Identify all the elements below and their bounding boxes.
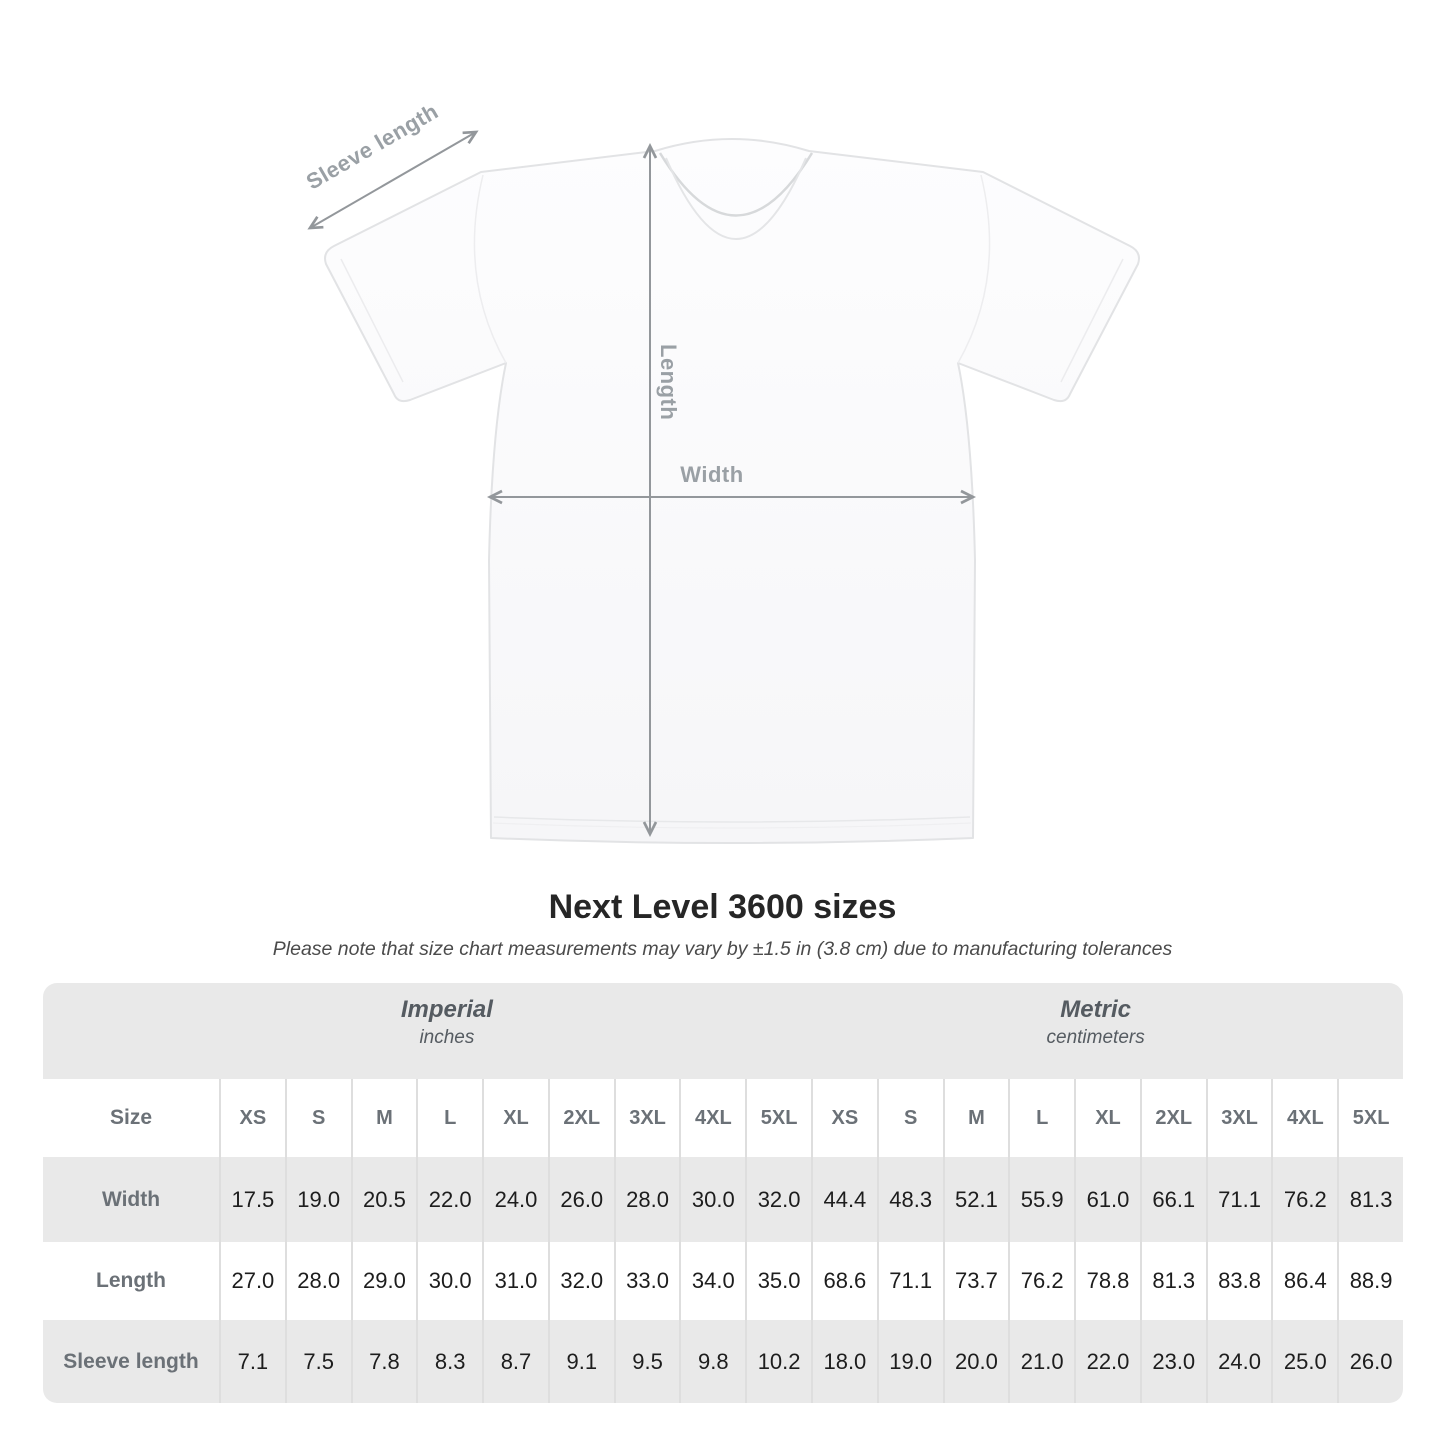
- size-column-header: XL: [1074, 1079, 1140, 1157]
- tshirt-diagram: [250, 80, 1200, 880]
- size-column-header: 2XL: [1140, 1079, 1206, 1157]
- length-label: Length: [656, 344, 681, 421]
- measurement-value: 19.0: [877, 1320, 943, 1403]
- table-header-band: [43, 983, 1403, 1079]
- measurement-value: 33.0: [614, 1242, 680, 1320]
- size-column-header: L: [1008, 1079, 1074, 1157]
- measurement-row: [43, 1242, 1403, 1320]
- row-label: Sleeve length: [63, 1349, 199, 1373]
- measurement-value: 86.4: [1271, 1242, 1337, 1320]
- size-column-header: 3XL: [1206, 1079, 1272, 1157]
- measurement-value: 44.4: [811, 1157, 877, 1242]
- measurement-value: 7.8: [351, 1320, 417, 1403]
- metric-label: Metric: [1060, 996, 1131, 1023]
- measurement-row: [43, 1320, 1403, 1403]
- row-label: Size: [109, 1106, 153, 1129]
- measurement-value: 30.0: [679, 1157, 745, 1242]
- measurement-value: 68.6: [811, 1242, 877, 1320]
- size-column-header: 4XL: [679, 1079, 745, 1157]
- measurement-value: 22.0: [1074, 1320, 1140, 1403]
- size-column-header: XL: [482, 1079, 548, 1157]
- measurement-value: 18.0: [811, 1320, 877, 1403]
- size-column-header: 4XL: [1271, 1079, 1337, 1157]
- measurement-value: 9.5: [614, 1320, 680, 1403]
- measurement-value: 20.0: [943, 1320, 1009, 1403]
- size-column-header: S: [285, 1079, 351, 1157]
- measurement-value: 52.1: [943, 1157, 1009, 1242]
- measurement-value: 9.1: [548, 1320, 614, 1403]
- measurement-value: 27.0: [219, 1242, 285, 1320]
- page-title: Next Level 3600 sizes: [548, 888, 897, 926]
- size-column-header: M: [943, 1079, 1009, 1157]
- measurement-value: 81.3: [1140, 1242, 1206, 1320]
- size-column-header: L: [416, 1079, 482, 1157]
- measurement-value: 26.0: [548, 1157, 614, 1242]
- measurement-value: 7.5: [285, 1320, 351, 1403]
- measurement-row: [43, 1157, 1403, 1242]
- measurement-value: 24.0: [482, 1157, 548, 1242]
- measurement-value: 83.8: [1206, 1242, 1272, 1320]
- size-column-header: 5XL: [745, 1079, 811, 1157]
- sleeve-length-label: Sleeve length: [301, 98, 443, 195]
- tolerance-note: Please note that size chart measurements may vary by ±1.5 in (3.8 cm) due to manufacturing tolerances: [272, 938, 1173, 960]
- measurement-value: 17.5: [219, 1157, 285, 1242]
- measurement-value: 66.1: [1140, 1157, 1206, 1242]
- measurement-value: 21.0: [1008, 1320, 1074, 1403]
- size-column-header: 3XL: [614, 1079, 680, 1157]
- size-column-header: S: [877, 1079, 943, 1157]
- measurement-value: 29.0: [351, 1242, 417, 1320]
- measurement-value: 35.0: [745, 1242, 811, 1320]
- measurement-value: 32.0: [548, 1242, 614, 1320]
- measurement-value: 76.2: [1271, 1157, 1337, 1242]
- size-header-row: [43, 1079, 1403, 1157]
- measurement-value: 19.0: [285, 1157, 351, 1242]
- size-table: [43, 983, 1403, 1403]
- measurement-value: 28.0: [285, 1242, 351, 1320]
- measurement-value: 71.1: [1206, 1157, 1272, 1242]
- measurement-value: 8.3: [416, 1320, 482, 1403]
- size-column-header: XS: [811, 1079, 877, 1157]
- size-table-body: [43, 1079, 1403, 1403]
- size-column-header: 2XL: [548, 1079, 614, 1157]
- measurement-value: 8.7: [482, 1320, 548, 1403]
- imperial-label: Imperial: [400, 996, 493, 1023]
- unit-group-metric: [1047, 995, 1145, 1051]
- size-column-header: XS: [219, 1079, 285, 1157]
- measurement-value: 26.0: [1337, 1320, 1403, 1403]
- measurement-value: 34.0: [679, 1242, 745, 1320]
- unit-group-imperial: [401, 995, 493, 1051]
- measurement-value: 78.8: [1074, 1242, 1140, 1320]
- measurement-value: 25.0: [1271, 1320, 1337, 1403]
- measurement-value: 24.0: [1206, 1320, 1272, 1403]
- measurement-value: 32.0: [745, 1157, 811, 1242]
- size-column-header: 5XL: [1337, 1079, 1403, 1157]
- imperial-sublabel: inches: [419, 1027, 475, 1048]
- measurement-value: 30.0: [416, 1242, 482, 1320]
- measurement-value: 71.1: [877, 1242, 943, 1320]
- measurement-value: 31.0: [482, 1242, 548, 1320]
- measurement-value: 23.0: [1140, 1320, 1206, 1403]
- measurement-value: 7.1: [219, 1320, 285, 1403]
- measurement-value: 61.0: [1074, 1157, 1140, 1242]
- measurement-value: 81.3: [1337, 1157, 1403, 1242]
- size-column-header: M: [351, 1079, 417, 1157]
- measurement-value: 22.0: [416, 1157, 482, 1242]
- measurement-value: 28.0: [614, 1157, 680, 1242]
- width-label: Width: [680, 462, 744, 487]
- measurement-value: 9.8: [679, 1320, 745, 1403]
- measurement-value: 76.2: [1008, 1242, 1074, 1320]
- measurement-value: 55.9: [1008, 1157, 1074, 1242]
- measurement-value: 73.7: [943, 1242, 1009, 1320]
- measurement-value: 20.5: [351, 1157, 417, 1242]
- tshirt-outline: [325, 139, 1139, 843]
- measurement-value: 48.3: [877, 1157, 943, 1242]
- measurement-value: 10.2: [745, 1320, 811, 1403]
- metric-sublabel: centimeters: [1046, 1027, 1145, 1048]
- row-label: Width: [101, 1187, 161, 1211]
- row-label: Length: [96, 1269, 166, 1292]
- measurement-value: 88.9: [1337, 1242, 1403, 1320]
